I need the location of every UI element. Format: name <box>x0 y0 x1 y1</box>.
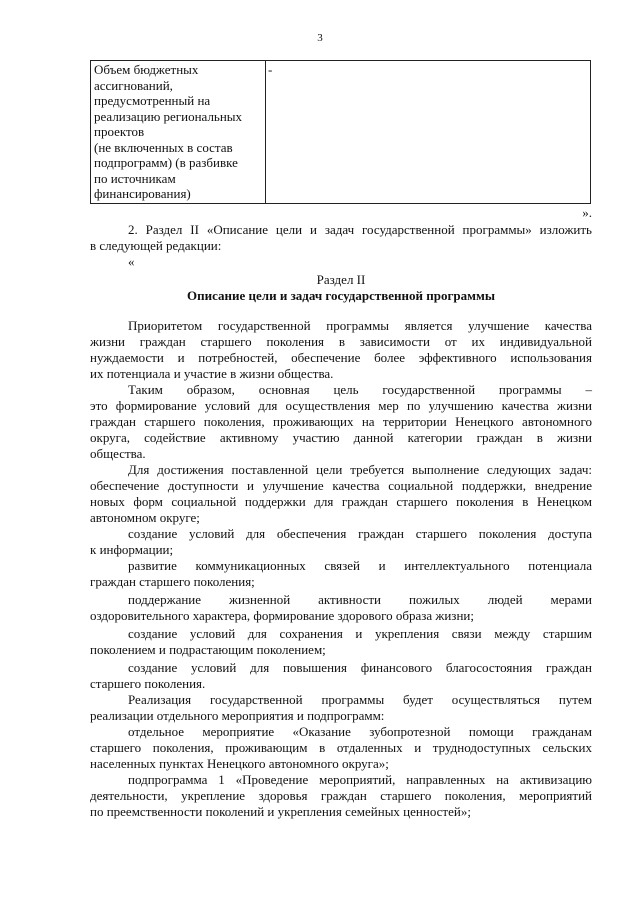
text-line: старшего поколения, проживающим в отдаленных и труднодоступных сельских <box>90 740 592 755</box>
text-line: это формирование условий для осуществления мер по улучшению качества жизни <box>90 398 592 413</box>
text-line: старшего поколения. <box>90 676 206 691</box>
text-line: граждан старшего поколения, проживающих на территории Ненецкого автономного <box>90 414 592 429</box>
item-2-line: в следующей редакции: <box>90 238 222 253</box>
task-activity <box>90 592 592 624</box>
text-line: обеспечение доступности и улучшение качества социальной поддержки, внедрение <box>90 478 592 493</box>
budget-table <box>90 60 591 204</box>
text-line: оздоровительного характера, формирование здорового образа жизни; <box>90 608 474 623</box>
opening-quote: « <box>128 254 135 269</box>
text-line: Реализация государственной программы будет осуществляться путем <box>128 692 592 707</box>
text-line: создание условий для обеспечения граждан старшего поколения доступа <box>128 526 592 541</box>
text-line: поддержание жизненной активности пожилых людей мерами <box>128 592 592 607</box>
text-line: округа, содействие активному участию данной категории граждан в жизни <box>90 430 592 445</box>
budget-label-line: предусмотренный на <box>94 93 211 108</box>
text-line: создание условий для сохранения и укрепления связи между старшим <box>128 626 592 641</box>
closing-quote: ». <box>582 205 592 220</box>
budget-label-line: Объем бюджетных <box>94 62 199 77</box>
text-line: по преемственности поколений и укрепления семейных ценностей»; <box>90 804 471 819</box>
budget-label-line: реализацию региональных <box>94 108 243 124</box>
budget-label-line: подпрограмм) (в разбивке <box>94 155 238 170</box>
budget-label-line: (не включенных в состав <box>94 139 233 155</box>
task-communication <box>90 558 592 590</box>
text-line: развитие коммуникационных связей и интеллектуального потенциала <box>128 558 592 573</box>
budget-value-cell <box>266 61 591 204</box>
text-line: жизни граждан старшего поколения в зависимости от их индивидуальной <box>90 334 592 349</box>
text-line: отдельное мероприятие «Оказание зубопротезной помощи гражданам <box>128 724 592 739</box>
paragraph-implementation <box>90 692 592 724</box>
item-2 <box>90 222 592 254</box>
text-line: к информации; <box>90 542 174 557</box>
paragraph-tasks <box>90 462 592 526</box>
text-line: Таким образом, основная цель государственной программы – <box>128 382 592 397</box>
task-information-access <box>90 526 592 558</box>
text-line: деятельности, укрепление здоровья граждан старшего поколения, мероприятий <box>90 788 592 803</box>
text-line: подпрограмма 1 «Проведение мероприятий, направленных на активизацию <box>128 772 592 787</box>
budget-label-line: по источникам <box>94 170 176 186</box>
task-financial <box>90 660 592 692</box>
text-line: общества. <box>90 446 146 461</box>
text-line: реализации отдельного мероприятия и подпрограмм: <box>90 708 385 723</box>
paragraph-priority <box>90 318 592 382</box>
text-line: населенных пунктах Ненецкого автономного округа»; <box>90 756 389 771</box>
text-line: нуждаемости и потребностей, обеспечение более эффективного использования <box>90 350 592 365</box>
text-line: создание условий для повышения финансового благосостояния граждан <box>128 660 592 675</box>
text-line: Приоритетом государственной программы является улучшение качества <box>128 318 592 333</box>
budget-label-line: финансирования) <box>94 186 191 201</box>
paragraph-goal <box>90 382 592 462</box>
item-2-line: 2. Раздел II «Описание цели и задач государственной программы» изложить <box>128 222 592 237</box>
section-title: Описание цели и задач государственной программы <box>187 288 495 303</box>
text-line: автономном округе; <box>90 510 200 525</box>
text-line: поколением и подрастающим поколением; <box>90 642 326 657</box>
section-heading: Раздел II <box>316 272 366 287</box>
budget-label-line: проектов <box>94 124 145 139</box>
subprogram-1 <box>90 772 592 820</box>
text-line: их потенциала и участие в жизни общества. <box>90 366 334 381</box>
budget-label-cell <box>91 61 266 204</box>
measure-dental-care <box>90 724 592 772</box>
task-generations <box>90 626 592 658</box>
budget-label-line: ассигнований, <box>94 77 173 93</box>
text-line: граждан старшего поколения; <box>90 574 255 589</box>
text-line: новых форм социальной поддержки для граждан старшего поколения в Ненецком <box>90 494 592 509</box>
text-line: Для достижения поставленной цели требуется выполнение следующих задач: <box>128 462 592 477</box>
page-number: 3 <box>317 32 323 44</box>
budget-value: - <box>268 62 273 77</box>
table-row <box>91 61 591 204</box>
